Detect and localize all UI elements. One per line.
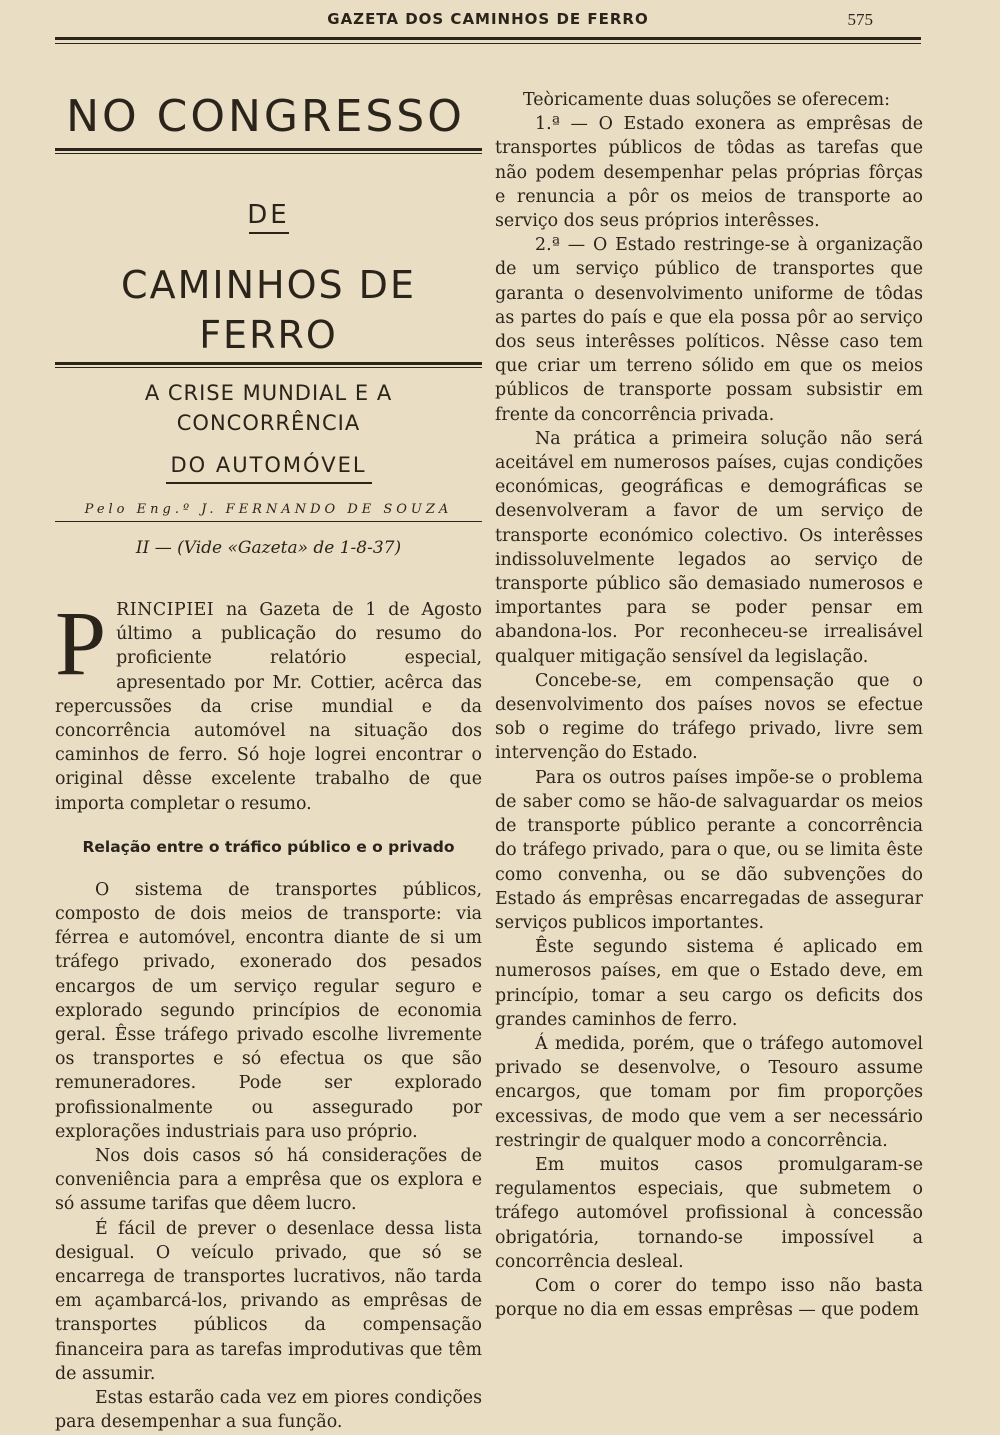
byline-rule xyxy=(55,521,482,522)
left-paragraph-1: O sistema de transportes públicos, composto de dois meios de transporte: via férrea e automóvel, encontra diante de si um tráfego privado, exonerado dos pesados encargos de um serviço regular seguro e explorado segundo princípios de economia geral. Êsse tráfego privado escolhe livremente os transportes e só efectua os que são remuneradores. Pode ser explorado profissionalmente ou assegurado por explorações industriais para uso próprio. xyxy=(55,879,482,1142)
right-paragraph-8: Á medida, porém, que o tráfego automovel privado se desenvolve, o Tesouro assume encargos, que tomam por fim proporções excessivas, de modo que vem a ser necessário restringir de qualquer modo a concorrência. xyxy=(495,1033,923,1151)
lead-text: na Gazeta de 1 de Agosto último a publicação do resumo do proficiente relatório especial, apresentado por Mr. Cottier, acêrca das repercussões da crise mundial e da concorrência automóvel na situação dos caminhos de ferro. Só hoje logrei encontrar o original dêsse excelente trabalho de que importa completar o resumo. xyxy=(55,600,482,814)
running-title: GAZETA DOS CAMINHOS DE FERRO xyxy=(327,10,649,28)
lead-caps: RINCIPIEI xyxy=(116,600,215,620)
title-3-rule-thin xyxy=(55,367,482,368)
article-title-line-3: CAMINHOS DE FERRO xyxy=(121,263,416,357)
left-paragraph-2: Nos dois casos só há considerações de conveniência para a emprêsa que os explora e só assume tarifas que dêem lucro. xyxy=(55,1146,482,1215)
article-title-line-1: NO CONGRESSO xyxy=(66,91,465,142)
header-rule xyxy=(55,37,921,44)
right-paragraph-2: 1.ª — O Estado exonera as emprêsas de transportes públicos de tôdas as tarefas que não podem desempenhar pelas próprias fôrças e renuncia a pôr os meios de transporte ao serviço dos seus próprios interêsses. xyxy=(495,114,923,232)
subtitle-rule xyxy=(166,482,372,484)
title-rule-thick xyxy=(55,148,482,151)
right-paragraph-7: Êste segundo sistema é aplicado em numerosos países, em que o Estado deve, em princípio, tomar a seu cargo os deficits dos grandes caminhos de ferro. xyxy=(495,937,923,1030)
article-subtitle-line-1: A CRISE MUNDIAL E A CONCORRÊNCIA xyxy=(144,381,393,435)
page-number: 575 xyxy=(847,10,873,29)
section-heading: Relação entre o tráfico público e o privado xyxy=(82,837,455,856)
title-line-2-rule xyxy=(249,232,289,234)
lead-paragraph xyxy=(55,592,482,816)
right-paragraph-10: Com o corer do tempo isso não basta porque no dia em essas emprêsas — que podem xyxy=(495,1275,923,1321)
right-paragraph-4: Na prática a primeira solução não será aceitável em numerosos países, cujas condições económicas, geográficas e demográficas se desenvolveram a favor de um serviço de transporte económico colectivo. Os interêsses indissoluvelmente legados ao serviço de transporte público são demasiado numerosos e importantes para se poder pensar em abandona-los. Por reconheceu-se irrealisável qualquer mitigação sensível da legislação. xyxy=(495,428,923,667)
article-subtitle-line-2: DO AUTOMÓVEL xyxy=(170,453,367,477)
title-3-rule-thick xyxy=(55,362,482,365)
right-paragraph-5: Concebe-se, em compensação que o desenvolvimento dos países novos se efectue sob o regime do tráfego privado, livre sem intervenção do Estado. xyxy=(495,670,923,764)
running-head xyxy=(55,10,921,36)
right-paragraph-6: Para os outros países impõe-se o problema de saber como se hão-de salvaguardar os meios de transporte público perante a concorrência do tráfego privado, para o que, ou se limita êste como convenha, ou se dão subvenções do Estado ás emprêsas encarregadas de assegurar serviços publicos importantes. xyxy=(495,767,923,933)
byline: Pelo Eng.º J. FERNANDO DE SOUZA xyxy=(84,502,453,517)
right-paragraph-1: Teòricamente duas soluções se oferecem: xyxy=(523,90,890,110)
right-column xyxy=(495,88,923,1322)
left-column xyxy=(55,88,482,1435)
article-reference: II — (Vide «Gazeta» de 1-8-37) xyxy=(135,538,402,558)
drop-cap: P xyxy=(55,592,107,694)
title-rule-thin xyxy=(55,153,482,154)
right-paragraph-3: 2.ª — O Estado restringe-se à organização de um serviço público de transportes que garanta o desenvolvimento uniforme de tôdas as partes do país e que ela possa pôr ao serviço dos seus interêsses políticos. Nêsse caso tem que criar um terreno sólido em que os meios públicos de transporte possam subsistir em frente da concorrência privada. xyxy=(495,235,923,425)
left-paragraph-4: Estas estarão cada vez em piores condições para desempenhar a sua função. xyxy=(55,1388,482,1433)
right-paragraph-9: Em muitos casos promulgaram-se regulamentos especiais, que submetem o tráfego automóvel profissional à concessão obrigatória, tornando-se impossível a concorrência desleal. xyxy=(495,1154,923,1272)
left-paragraph-3: É fácil de prever o desenlace dessa lista desigual. O veículo privado, que só se encarrega de transportes lucrativos, não tarda em açambarcá-los, privando as emprêsas de transportes públicos da compensação financeira para as tarefas improdutivas que têm de assumir. xyxy=(55,1218,482,1384)
article-title-line-2: DE xyxy=(247,200,290,230)
